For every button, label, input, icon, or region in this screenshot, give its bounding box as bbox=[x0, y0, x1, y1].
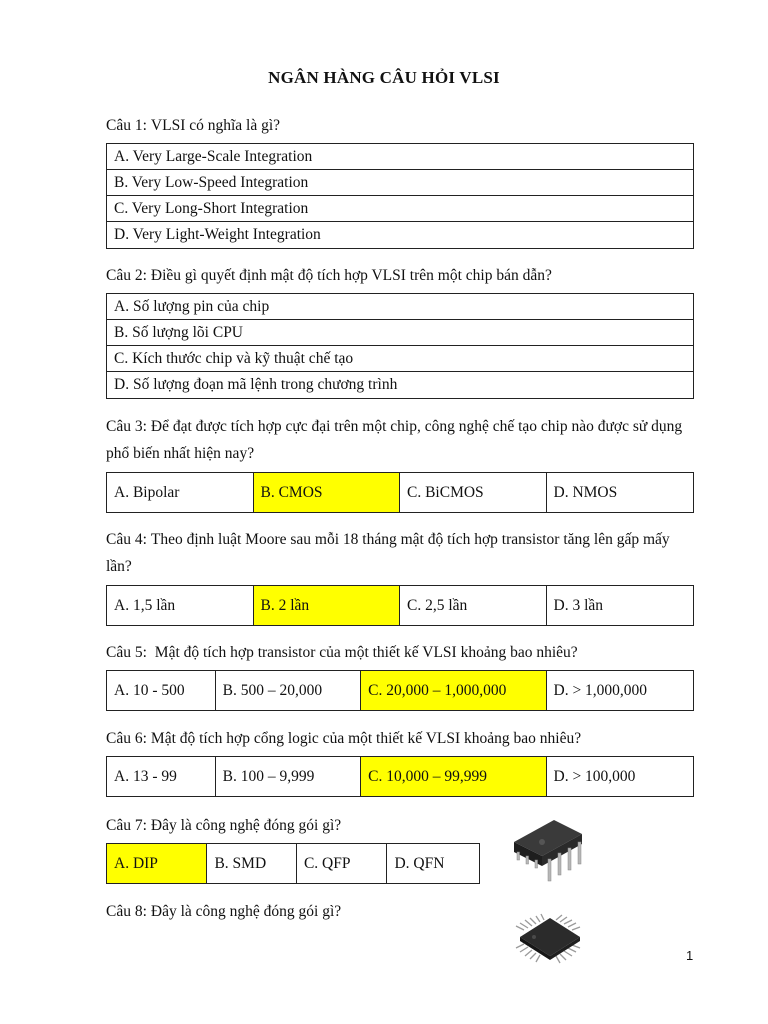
dip-chip-icon bbox=[508, 812, 588, 890]
answer-option-b[interactable]: B. SMD bbox=[207, 844, 297, 883]
answer-option-b[interactable]: B. Số lượng lõi CPU bbox=[107, 320, 693, 346]
question-6 bbox=[106, 725, 696, 752]
question-label: Câu 8: bbox=[106, 903, 147, 920]
answer-option-d[interactable]: D. > 1,000,000 bbox=[553, 681, 648, 699]
question-4 bbox=[106, 526, 696, 580]
answer-option-d[interactable]: D. 3 lần bbox=[553, 596, 604, 614]
question-text: Mật độ tích hợp cổng logic của một thiết kế VLSI khoảng bao nhiêu? bbox=[150, 730, 582, 747]
question-text: Đây là công nghệ đóng gói gì? bbox=[150, 817, 342, 834]
question-1 bbox=[106, 112, 696, 139]
question-text: Để đạt được tích hợp cực đại trên một chip, công nghệ chế tạo chip nào được sử dụng phổ biến nhất hiện nay? bbox=[106, 418, 683, 462]
answer-list-1 bbox=[106, 143, 694, 249]
answer-grid-4 bbox=[106, 585, 694, 626]
answer-option-b[interactable]: B. 100 – 9,999 bbox=[216, 757, 362, 796]
answer-option-a[interactable]: A. Bipolar bbox=[107, 473, 254, 512]
answer-option-a[interactable]: A. 10 - 500 bbox=[107, 671, 216, 710]
answer-grid-6 bbox=[106, 756, 694, 797]
answer-option-a[interactable]: A. 13 - 99 bbox=[107, 757, 216, 796]
question-label: Câu 3: bbox=[106, 418, 147, 435]
answer-option-d[interactable]: D. NMOS bbox=[553, 483, 618, 501]
answer-option-b[interactable]: B. Very Low-Speed Integration bbox=[107, 170, 693, 196]
answer-option-b[interactable]: B. 500 – 20,000 bbox=[216, 671, 362, 710]
answer-option-b-highlighted[interactable]: B. CMOS bbox=[254, 473, 401, 512]
question-label: Câu 7: bbox=[106, 817, 147, 834]
question-2 bbox=[106, 262, 696, 289]
answer-option-a[interactable]: A. 1,5 lần bbox=[107, 586, 254, 625]
question-text: Mật độ tích hợp transistor của một thiết kế VLSI khoảng bao nhiêu? bbox=[150, 644, 578, 661]
answer-option-a-highlighted[interactable]: A. DIP bbox=[107, 844, 207, 883]
question-text: Điều gì quyết định mật độ tích hợp VLSI trên một chip bán dẫn? bbox=[150, 267, 552, 284]
answer-option-b-highlighted[interactable]: B. 2 lần bbox=[254, 586, 401, 625]
answer-option-d[interactable]: D. Very Light-Weight Integration bbox=[114, 226, 321, 243]
qfp-chip-icon bbox=[512, 908, 588, 970]
question-text: Đây là công nghệ đóng gói gì? bbox=[150, 903, 342, 920]
answer-option-c-highlighted[interactable]: C. 10,000 – 99,999 bbox=[361, 757, 546, 796]
question-label: Câu 5: bbox=[106, 644, 147, 661]
question-3 bbox=[106, 413, 696, 467]
answer-option-d[interactable]: D. > 100,000 bbox=[553, 767, 636, 785]
answer-option-c[interactable]: C. 2,5 lần bbox=[400, 586, 547, 625]
answer-grid-3 bbox=[106, 472, 694, 513]
answer-option-d[interactable]: D. QFN bbox=[394, 854, 445, 872]
answer-option-a[interactable]: A. Số lượng pin của chip bbox=[107, 294, 693, 320]
question-label: Câu 4: bbox=[106, 531, 147, 548]
question-5 bbox=[106, 639, 696, 666]
question-text: VLSI có nghĩa là gì? bbox=[150, 117, 281, 134]
answer-option-c-highlighted[interactable]: C. 20,000 – 1,000,000 bbox=[361, 671, 546, 710]
answer-option-c[interactable]: C. BiCMOS bbox=[400, 473, 547, 512]
answer-grid-7 bbox=[106, 843, 480, 884]
question-text: Theo định luật Moore sau mỗi 18 tháng mật độ tích hợp transistor tăng lên gấp mấy lần? bbox=[106, 531, 670, 575]
page-title: NGÂN HÀNG CÂU HỎI VLSI bbox=[268, 68, 500, 87]
question-label: Câu 6: bbox=[106, 730, 147, 747]
answer-list-2 bbox=[106, 293, 694, 399]
question-7 bbox=[106, 812, 486, 839]
question-label: Câu 1: bbox=[106, 117, 147, 134]
question-8 bbox=[106, 898, 486, 925]
answer-option-c[interactable]: C. Kích thước chip và kỹ thuật chế tạo bbox=[107, 346, 693, 372]
answer-grid-5 bbox=[106, 670, 694, 711]
question-label: Câu 2: bbox=[106, 267, 147, 284]
answer-option-a[interactable]: A. Very Large-Scale Integration bbox=[107, 144, 693, 170]
answer-option-d[interactable]: D. Số lượng đoạn mã lệnh trong chương trình bbox=[114, 376, 398, 393]
answer-option-c[interactable]: C. Very Long-Short Integration bbox=[107, 196, 693, 222]
answer-option-c[interactable]: C. QFP bbox=[297, 844, 388, 883]
page-number: 1 bbox=[686, 948, 694, 963]
